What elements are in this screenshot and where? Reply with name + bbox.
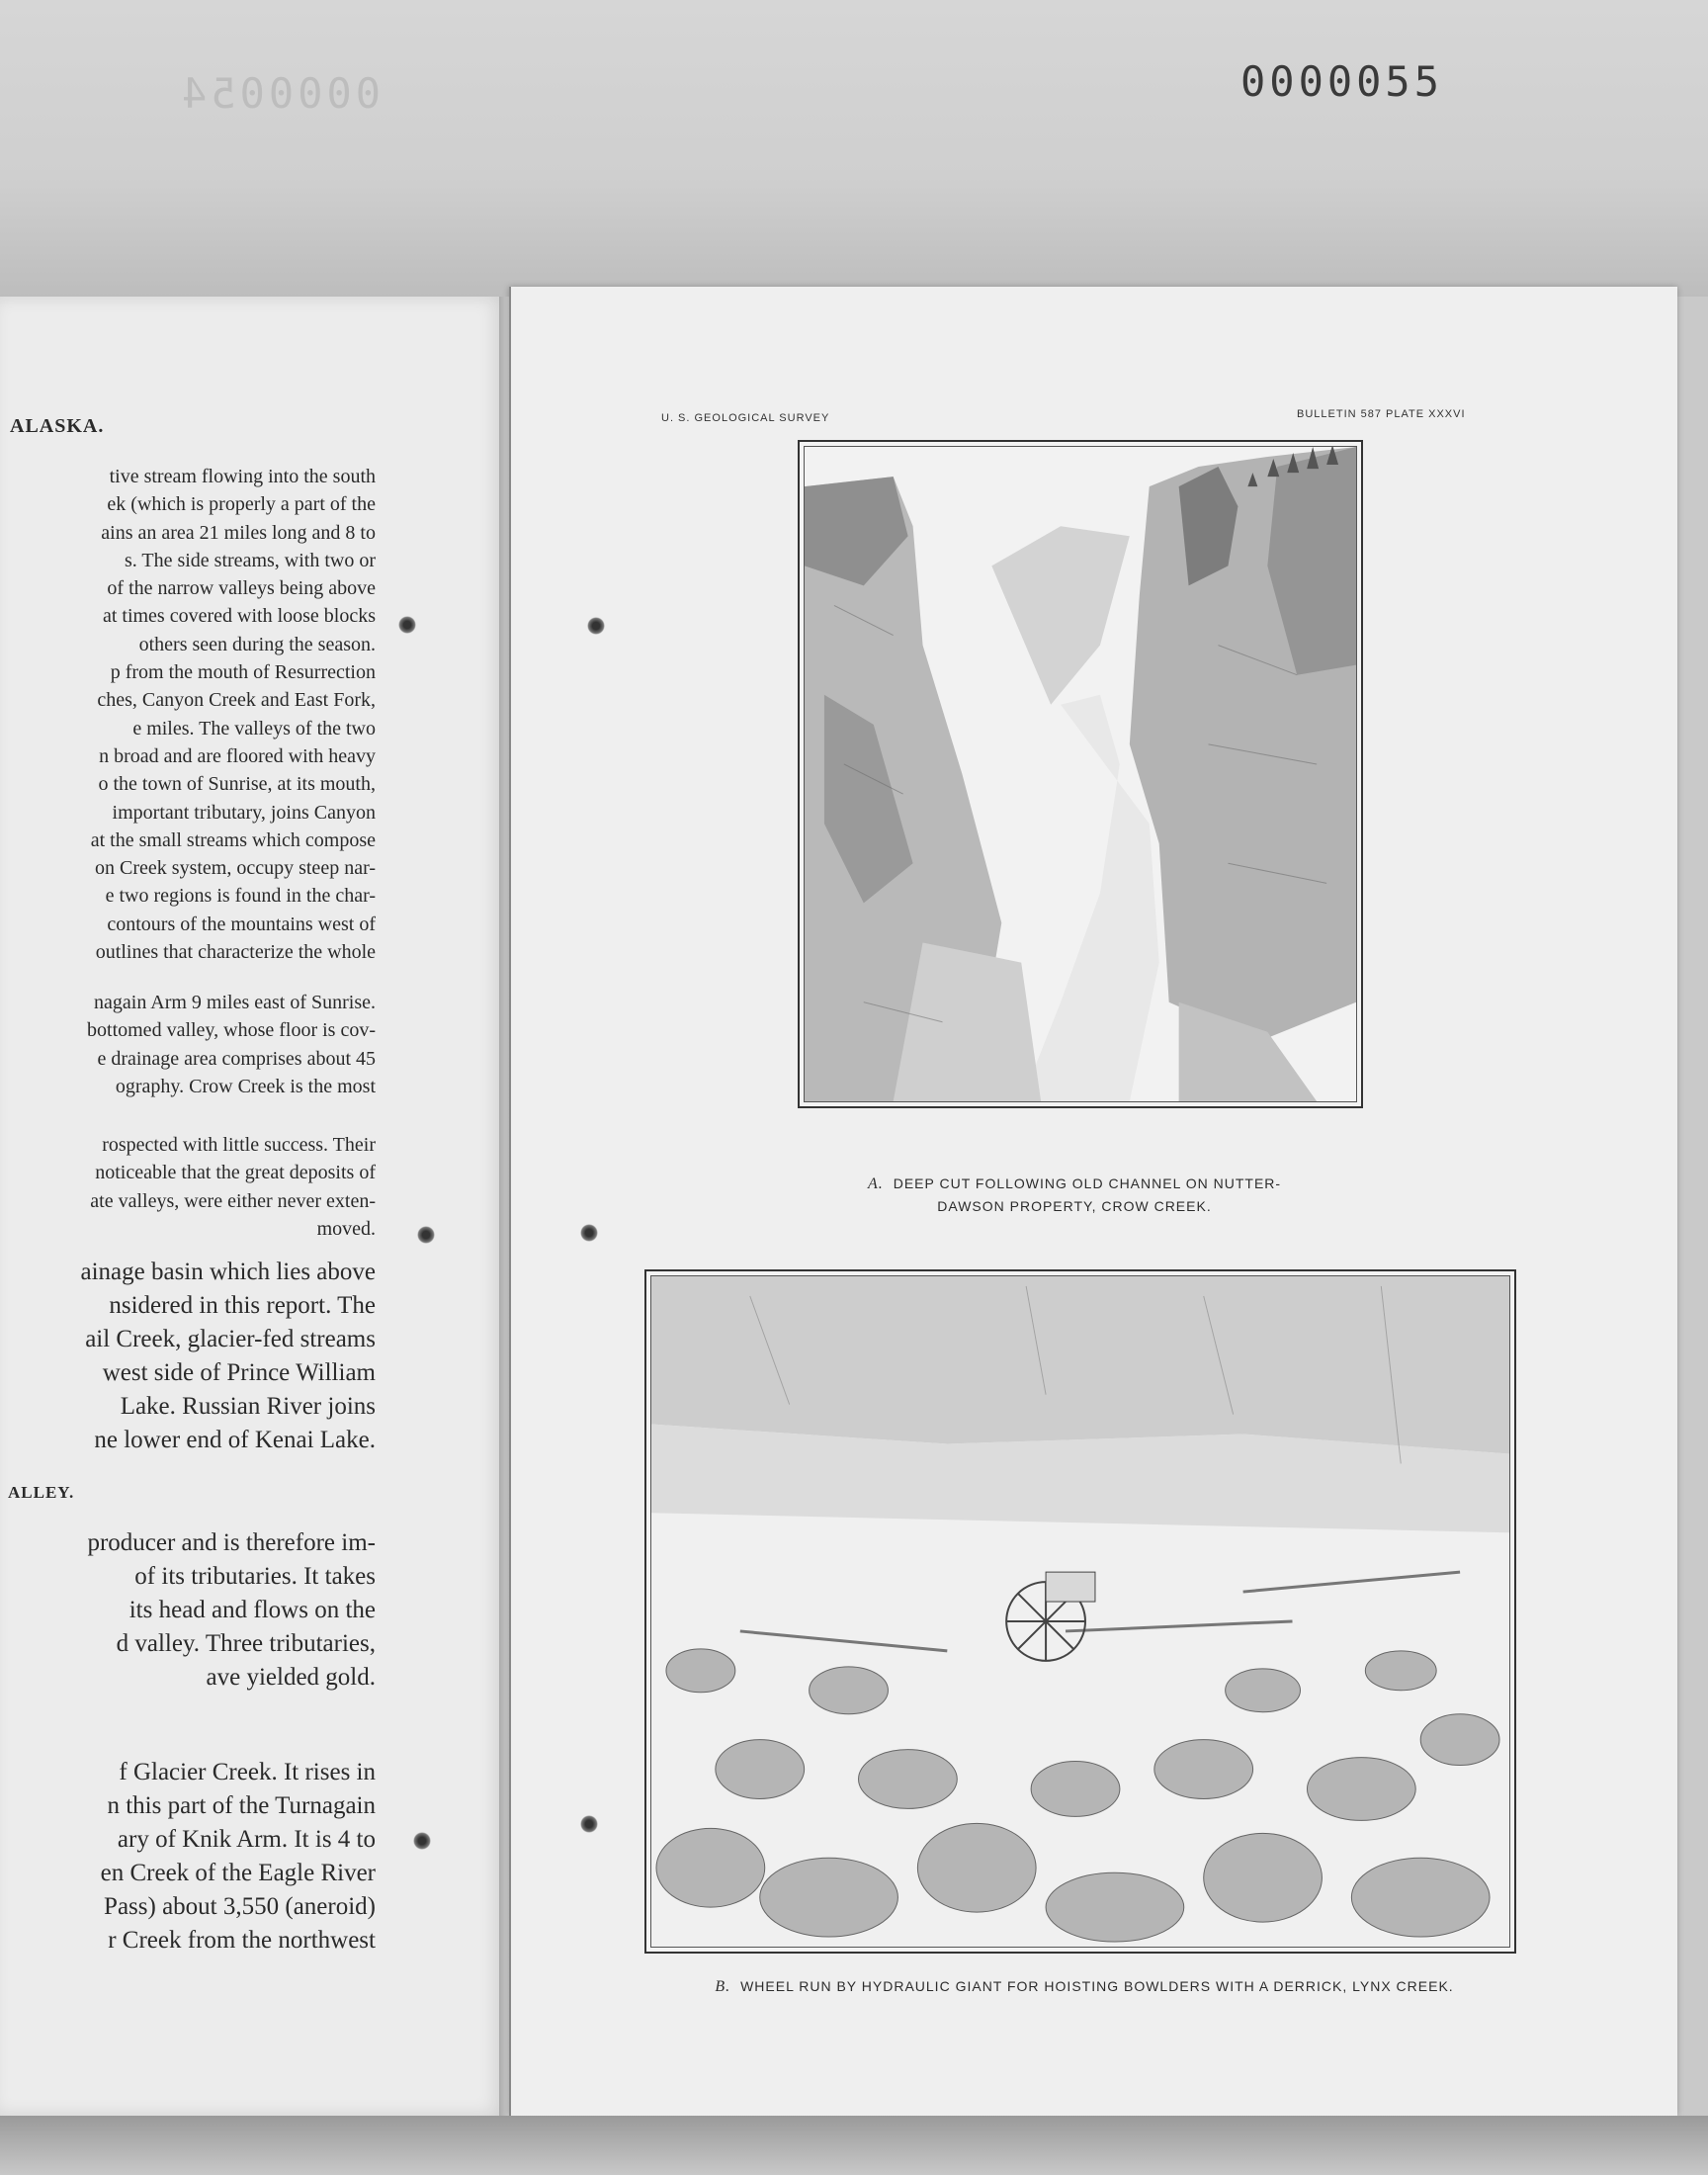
text-line: important tributary, joins Canyon <box>112 801 376 824</box>
binding-hole-3 <box>413 1832 431 1850</box>
text-line: e drainage area comprises about 45 <box>97 1047 376 1070</box>
text-line: west side of Prince William <box>102 1359 376 1386</box>
text-line: r Creek from the northwest <box>108 1927 376 1954</box>
binding-hole-6 <box>580 1815 598 1833</box>
plate-header-publisher: U. S. GEOLOGICAL SURVEY <box>661 412 830 424</box>
text-line: of its tributaries. It takes <box>134 1563 376 1590</box>
text-line: ek (which is properly a part of the <box>107 493 376 516</box>
photo-a-letter: A. <box>867 1175 884 1192</box>
text-line: e two regions is found in the char- <box>105 885 376 908</box>
text-line: n this part of the Turnagain <box>107 1792 376 1819</box>
text-line: others seen during the season. <box>138 633 376 655</box>
text-line: e miles. The valleys of the two <box>132 717 376 740</box>
page-heading: ALASKA. <box>10 415 105 437</box>
text-block-3 <box>8 1131 376 1243</box>
text-line: ainage basin which lies above <box>80 1259 376 1285</box>
binding-hole-5 <box>580 1224 598 1242</box>
boulder-field-illustration <box>651 1276 1509 1947</box>
text-line: en Creek of the Eagle River <box>100 1860 376 1886</box>
binding-hole-2 <box>417 1226 435 1244</box>
text-line: noticeable that the great deposits of <box>95 1162 376 1184</box>
photo-b-caption-text: WHEEL RUN BY HYDRAULIC GIANT FOR HOISTING BOWLDERS WITH A DERRICK, LYNX CREEK. <box>740 1978 1454 1994</box>
section-subheading: ALLEY. <box>8 1483 75 1502</box>
binding-hole-4 <box>587 617 605 635</box>
text-line: at times covered with loose blocks <box>102 605 376 628</box>
text-line: tive stream flowing into the south <box>109 466 376 487</box>
scanner-background-bottom <box>0 2116 1708 2175</box>
binding-hole-1 <box>398 616 416 634</box>
text-line: on Creek system, occupy steep nar- <box>95 857 376 880</box>
text-block-1 <box>8 463 376 966</box>
text-line: ography. Crow Creek is the most <box>115 1075 376 1097</box>
plate-page <box>509 287 1677 2116</box>
text-line: ate valleys, were either never exten- <box>90 1189 376 1212</box>
photo-a-caption-line1: DEEP CUT FOLLOWING OLD CHANNEL ON NUTTER- <box>893 1175 1282 1191</box>
text-line: p from the mouth of Resurrection <box>110 661 376 684</box>
text-block-4 <box>8 1256 376 1457</box>
text-block-2 <box>8 989 376 1100</box>
text-line: ains an area 21 miles long and 8 to <box>101 521 376 544</box>
text-line: Lake. Russian River joins <box>120 1393 376 1420</box>
photo-b-letter: B. <box>715 1978 731 1995</box>
text-line: rospected with little success. Their <box>102 1134 376 1156</box>
text-line: Pass) about 3,550 (aneroid) <box>104 1893 376 1920</box>
scanner-background-top <box>0 0 1708 297</box>
text-line: ary of Knik Arm. It is 4 to <box>117 1826 376 1853</box>
photo-b-caption <box>610 1975 1559 1998</box>
text-line: ave yielded gold. <box>206 1664 376 1691</box>
text-line: ches, Canyon Creek and East Fork, <box>97 689 376 712</box>
photo-b-wheel <box>644 1269 1516 1954</box>
text-line: f Glacier Creek. It rises in <box>119 1759 376 1785</box>
canyon-illustration <box>805 447 1356 1101</box>
text-block-6 <box>8 1756 376 1958</box>
text-line: n broad and are floored with heavy <box>99 744 376 767</box>
text-line: producer and is therefore im- <box>87 1529 376 1556</box>
text-line: outlines that characterize the whole <box>95 941 376 964</box>
text-block-5 <box>8 1526 376 1695</box>
ghost-document-number: 0000054 <box>178 69 382 118</box>
text-line: s. The side streams, with two or <box>124 549 376 571</box>
document-number: 0000055 <box>1240 57 1444 106</box>
left-page <box>0 297 504 2116</box>
text-line: nsidered in this report. The <box>109 1292 376 1319</box>
text-line: ail Creek, glacier-fed streams <box>85 1326 376 1352</box>
text-line: of the narrow valleys being above <box>107 577 376 600</box>
photo-a-deep-cut <box>798 440 1363 1108</box>
text-line: d valley. Three tributaries, <box>116 1630 376 1657</box>
text-line: moved. <box>316 1217 376 1240</box>
photo-a-caption-line2: DAWSON PROPERTY, CROW CREEK. <box>937 1198 1212 1214</box>
text-line: nagain Arm 9 miles east of Sunrise. <box>94 992 376 1013</box>
photo-a-caption <box>728 1173 1420 1217</box>
text-line: its head and flows on the <box>128 1597 376 1623</box>
text-line: contours of the mountains west of <box>107 913 376 935</box>
plate-header-bulletin: BULLETIN 587 PLATE XXXVI <box>1297 408 1466 420</box>
text-line: ne lower end of Kenai Lake. <box>94 1427 376 1453</box>
text-line: at the small streams which compose <box>90 828 376 851</box>
text-line: bottomed valley, whose floor is cov- <box>87 1019 376 1042</box>
text-line: o the town of Sunrise, at its mouth, <box>98 773 376 796</box>
